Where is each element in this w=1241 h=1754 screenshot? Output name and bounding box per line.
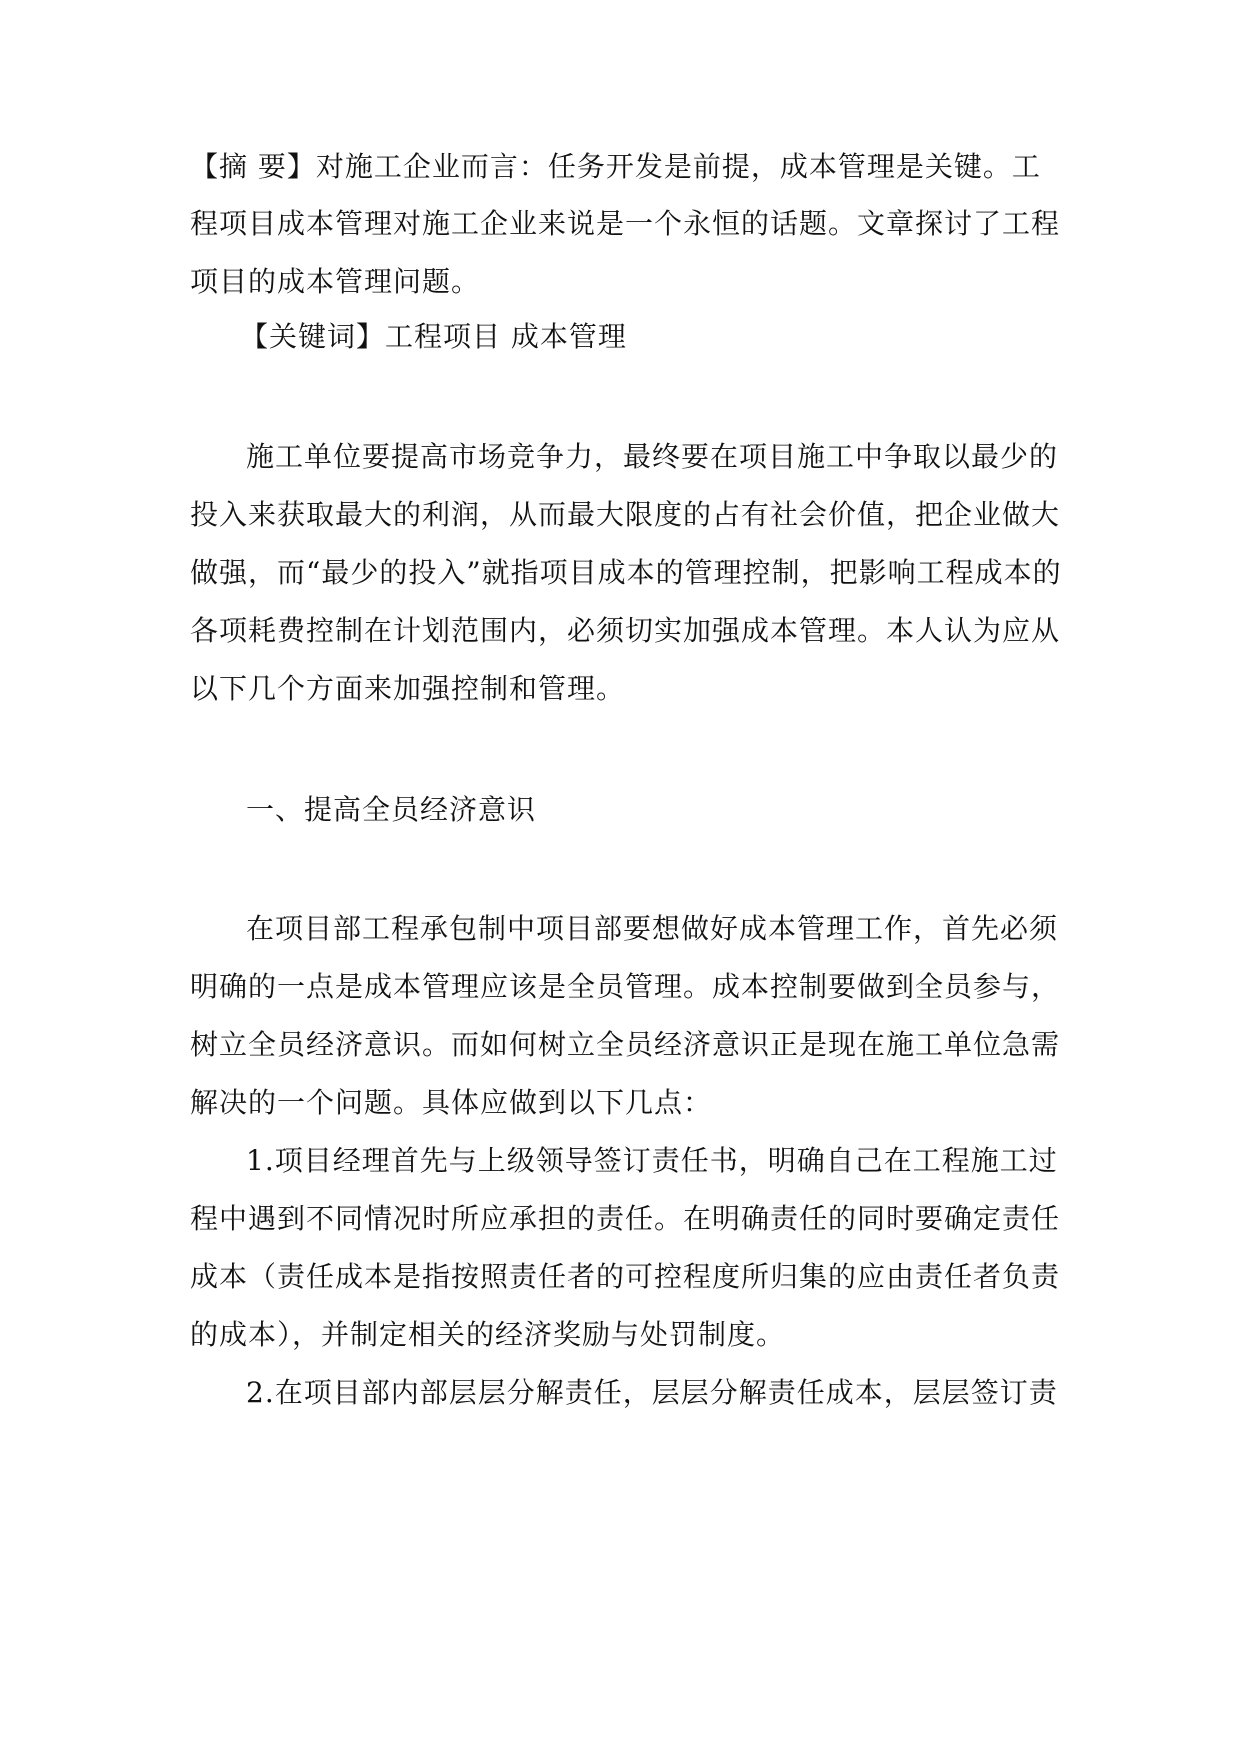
section-para1-line-1: 在项目部工程承包制中项目部要想做好成本管理工作，首先必须: [246, 912, 1059, 945]
item1-line-4: 的成本），并制定相关的经济奖励与处罚制度。: [190, 1318, 786, 1351]
section-para1-line-4: 解决的一个问题。具体应做到以下几点：: [190, 1086, 713, 1119]
item1-line-1: 1.项目经理首先与上级领导签订责任书，明确自己在工程施工过: [246, 1144, 1058, 1177]
abstract-line-2: 程项目成本管理对施工企业来说是一个永恒的话题。文章探讨了工程: [190, 207, 1061, 240]
section-heading: 一、提高全员经济意识: [246, 793, 537, 826]
abstract-line-1: 【摘 要】对施工企业而言：任务开发是前提，成本管理是关键。工: [190, 150, 1041, 183]
intro-line-3: 做强，而“最少的投入”就指项目成本的管理控制，把影响工程成本的: [190, 556, 1062, 589]
abstract-line-3: 项目的成本管理问题。: [190, 265, 481, 298]
intro-line-5: 以下几个方面来加强控制和管理。: [190, 672, 626, 705]
intro-line-4: 各项耗费控制在计划范围内，必须切实加强成本管理。本人认为应从: [190, 614, 1061, 647]
intro-line-2: 投入来获取最大的利润，从而最大限度的占有社会价值，把企业做大: [190, 498, 1061, 531]
section-para1-line-3: 树立全员经济意识。而如何树立全员经济意识正是现在施工单位急需: [190, 1028, 1061, 1061]
item2-line-1: 2.在项目部内部层层分解责任，层层分解责任成本，层层签订责: [246, 1376, 1058, 1409]
section-para1-line-2: 明确的一点是成本管理应该是全员管理。成本控制要做到全员参与，: [190, 970, 1061, 1003]
intro-line-1: 施工单位要提高市场竞争力，最终要在项目施工中争取以最少的: [246, 440, 1059, 473]
item1-line-3: 成本（责任成本是指按照责任者的可控程度所归集的应由责任者负责: [190, 1260, 1061, 1293]
item1-line-2: 程中遇到不同情况时所应承担的责任。在明确责任的同时要确定责任: [190, 1202, 1061, 1235]
keywords-line: 【关键词】工程项目 成本管理: [240, 320, 627, 353]
